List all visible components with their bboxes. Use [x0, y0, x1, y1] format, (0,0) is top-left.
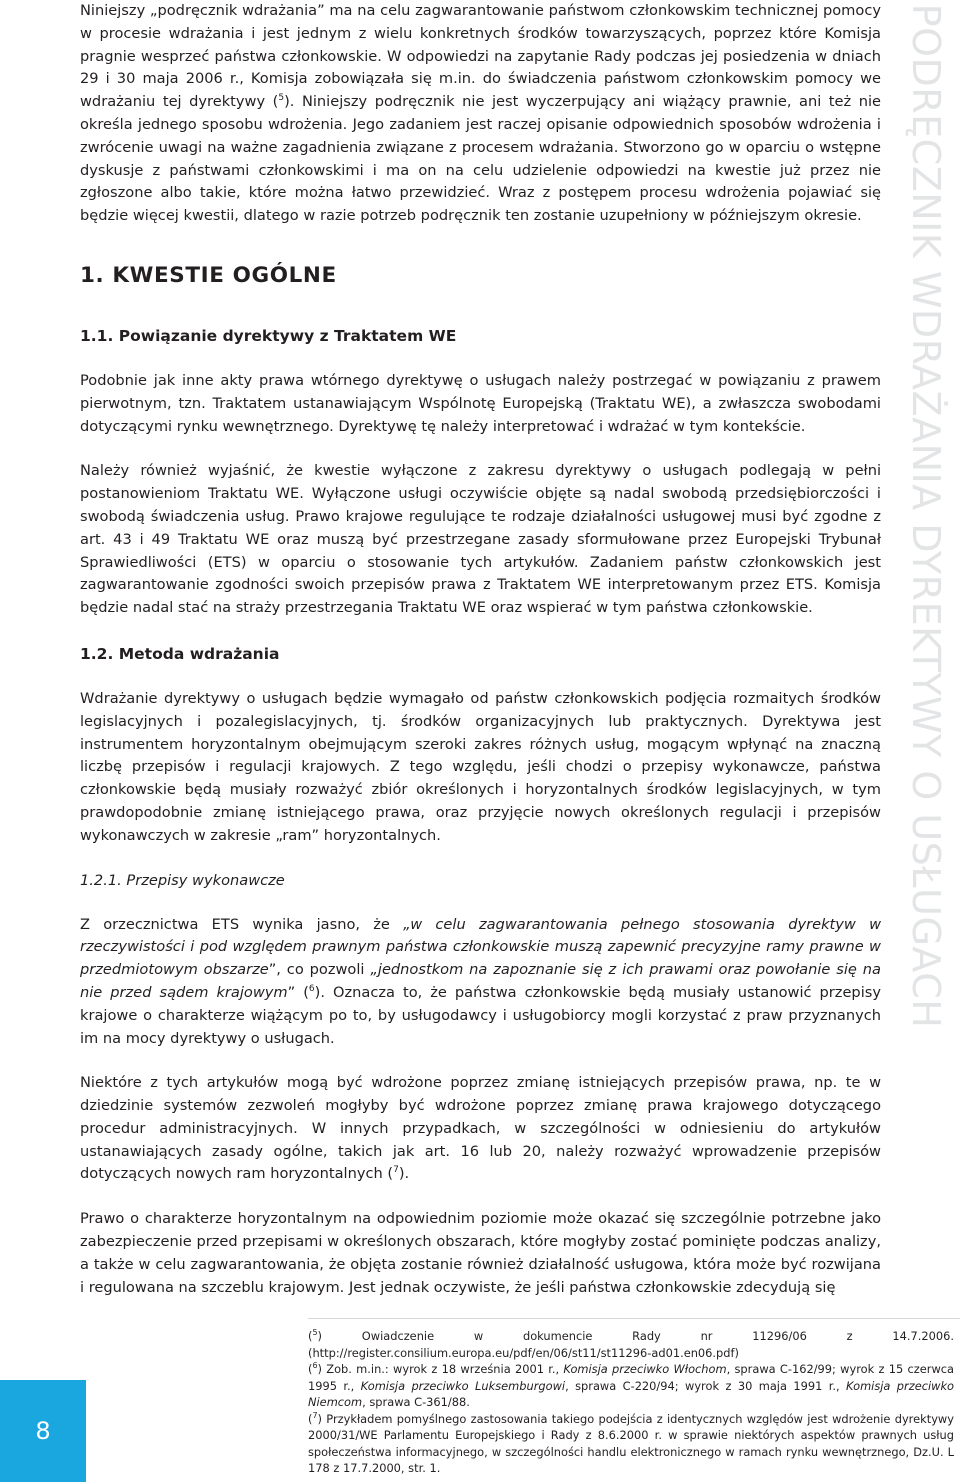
footnotes — [308, 1328, 954, 1477]
footnote-5: ($^5$) Owiadczenie w dokumencie Rady nr 11296/06 z 14.7.2006. (http://register.consilium.europa.eu/pdf/en/06/st11/st11296-ad01.en06.pdf) — [308, 1328, 954, 1360]
section-1-2-1-paragraph-1: Z orzecznictwa ETS wynika jasno, że „w celu zagwarantowania pełnego stosowania dyrektyw w rzeczywistości i pod względem prawnym państwa członkowskie muszą zapewnić precyzyjne ramy prawne w przedmiotowym obszarze”, co pozwoli „jednostkom na zapoznanie się z ich prawami oraz powołanie się na nie przed sądem krajowym” ($^6$). Oznacza to, że państwa członkowskie będą musiały ustanowić przepisy krajowe o charakterze wiążącym po to, by usługodawcy i usługobiorcy mogli korzystać z praw przyznanych im na mocy dyrektywy o usługach. — [80, 915, 882, 1047]
footnote-ref-5[interactable]: 5 — [278, 93, 285, 104]
section-1-1-heading: 1.1. Powiązanie dyrektywy z Traktatem WE — [80, 326, 457, 345]
ets-quote-2: „jednostkom na zapoznanie się z ich prawami oraz powołanie się na nie przed sądem krajowym — [80, 961, 881, 1001]
section-1-1-paragraph-2: Należy również wyjaśnić, że kwestie wyłączone z zakresu dyrektywy o usługach podlegają w pełni postanowieniom Traktatu WE. Wyłączone usługi oczywiście objęte są nadal swobodą przedsiębiorczości i swobodą świadczenia usług. Prawo krajowe regulujące te rodzaje działalności usługowej musi być zgodne z art. 43 i 49 Traktatu WE oraz muszą być przestrzegane zasady sformułowane przez Europejski Trybunał Sprawiedliwości (ETS) w oparciu o stosowanie tych artykułów. Zadaniem państw członkowskich jest zagwarantowanie zgodności swoich przepisów prawa z Traktatem WE interpretowanym przez ETS. Komisja będzie nadal stać na straży przestrzegania Traktatu WE oraz wspierać w tym państwa członkowskie. — [80, 462, 881, 617]
section-1-2-1-heading: 1.2.1. Przepisy wykonawcze — [80, 871, 285, 889]
footnote-divider — [308, 1318, 960, 1319]
footnote-ref-6[interactable]: 6 — [308, 984, 315, 995]
section-1-2-1-paragraph-2: Niektóre z tych artykułów mogą być wdrożone poprzez zmianę istniejących przepisów prawa, np. te w dziedzinie systemów zezwoleń mogłyby być wdrożone poprzez zmianę prawa krajowego dotyczącego procedur administracyjnych. W innych przypadkach, w szczególności w odniesieniu do artykułów ustanawiających zasady ogólne, takich jak art. 16 lub 20, należy rozważyć wprowadzenie przepisów dotyczących nowych ram horyzontalnych ($^7$). — [80, 1074, 881, 1183]
footnote-ref-7[interactable]: 7 — [393, 1165, 399, 1176]
section-1-1-paragraph-1: Podobnie jak inne akty prawa wtórnego dyrektywę o usługach należy postrzegać w powiązaniu z prawem pierwotnym, tzn. Traktatem ustanawiającym Wspólnotę Europejską (Traktatu WE), a zwłaszcza swobodami dotyczącymi rynku wewnętrznego. Dyrektywę tę należy interpretować i wdrażać w tym kontekście. — [80, 371, 881, 435]
page-number-box — [0, 1380, 86, 1482]
side-title-band — [892, 0, 960, 1040]
ets-quote-1: „w celu zagwarantowania pełnego stosowania dyrektyw w rzeczywistości i pod względem prawnym państwa członkowskie muszą zapewnić precyzyjne ramy prawne w przedmiotowym obszarze — [80, 915, 882, 979]
page-number: 8 — [35, 1417, 51, 1445]
footnote-6: ($^6$) Zob. m.in.: wyrok z 18 września 2001 r., Komisja przeciwko Włochom, sprawa C-162/99; wyrok z 15 czerwca 1995 r., Komisja przeciwko Luksemburgowi, sprawa C-220/94; wyrok z 30 maja 1991 r., Komisja przeciwko Niemcom, sprawa C-361/88. — [308, 1361, 955, 1409]
section-1-2-heading: 1.2. Metoda wdrażania — [80, 644, 280, 663]
intro-paragraph: Niniejszy „podręcznik wdrażania” ma na celu zagwarantowanie państwom członkowskim technicznej pomocy w procesie wdrażania i jest jednym z wielu konkretnych środków towarzyszących, poprzez które Komisja pragnie wesprzeć państwa członkowskie. W odpowiedzi na zapytanie Rady podczas jej posiedzenia w dniach 29 i 30 maja 2006 r., Komisja zobowiązała się m.in. do świadczenia państwom członkowskim pomocy we wdrażaniu tej dyrektywy ($^5$). Niniejszy podręcznik nie jest wyczerpujący ani wiążący prawnie, ani też nie określa jednego sposobu wdrożenia. Jego zadaniem jest raczej opisanie odpowiednich sposobów wdrożenia i zwrócenie uwagi na ważne zagadnienia związane z procesem wdrażania. Stworzono go w oparciu o wstępne dyskusje z państwami członkowskimi i ma on na celu udzielenie odpowiedzi na kwestie już przez nie zgłoszone albo takie, które można łatwo przewidzieć. Wraz z postępem procesu wdrożenia pojawiać się będzie więcej kwestii, dlatego w razie potrzeb podręcznik ten zostanie uzupełniony w późniejszym okresie. — [80, 2, 881, 225]
footnote-7: ($^7$) Przykładem pomyślnego zastosowania takiego podejścia z identycznych względów jest wdrożenie dyrektywy 2000/31/WE Parlamentu Europejskiego i Rady z 8.6.2000 r. w sprawie niektórych aspektów prawnych usług społeczeństwa informacyjnego, w szczególności handlu elektronicznego w ramach rynku wewnętrznego, Dz.U. L 178 z 17.7.2000, str. 1. — [308, 1410, 954, 1475]
main-text-column — [80, 0, 881, 1299]
section-1-heading: 1. KWESTIE OGÓLNE — [80, 262, 337, 288]
section-1-2-paragraph-1: Wdrażanie dyrektywy o usługach będzie wymagało od państw członkowskich podjęcia rozmaitych środków legislacyjnych i pozalegislacyjnych, tj. środków organizacyjnych lub praktycznych. Dyrektywa jest instrumentem horyzontalnym obejmującym szeroki zakres różnych usług, mogącym wpłynąć na znaczną liczbę przepisów i regulacji krajowych. Z tego względu, jeśli chodzi o przepisy wykonawcze, państwa członkowskie będą musiały rozważyć zbiór określonych i horyzontalnych środków legislacyjnych, w tym prawdopodobnie zmianę istniejącego prawa, oraz przyjęcie nowych określonych regulacji i przepisów wykonawczych w zakresie „ram” horyzontalnych. — [80, 689, 881, 844]
side-title: PODRĘCZNIK WDRAŻANIA DYREKTYWY O USŁUGACH — [904, 3, 948, 1029]
section-1-2-1-paragraph-3: Prawo o charakterze horyzontalnym na odpowiednim poziomie może okazać się szczególnie potrzebne jako zabezpieczenie przed przepisami w określonych obszarach, które mogłyby zostać pominięte podczas analizy, a także w celu zagwarantowania, że objęta zostanie również działalność usługowa, która może być rozwijana i regulowana na szczeblu krajowym. Jest jednak oczywiste, że jeśli państwa członkowskie zdecydują się — [80, 1210, 881, 1296]
